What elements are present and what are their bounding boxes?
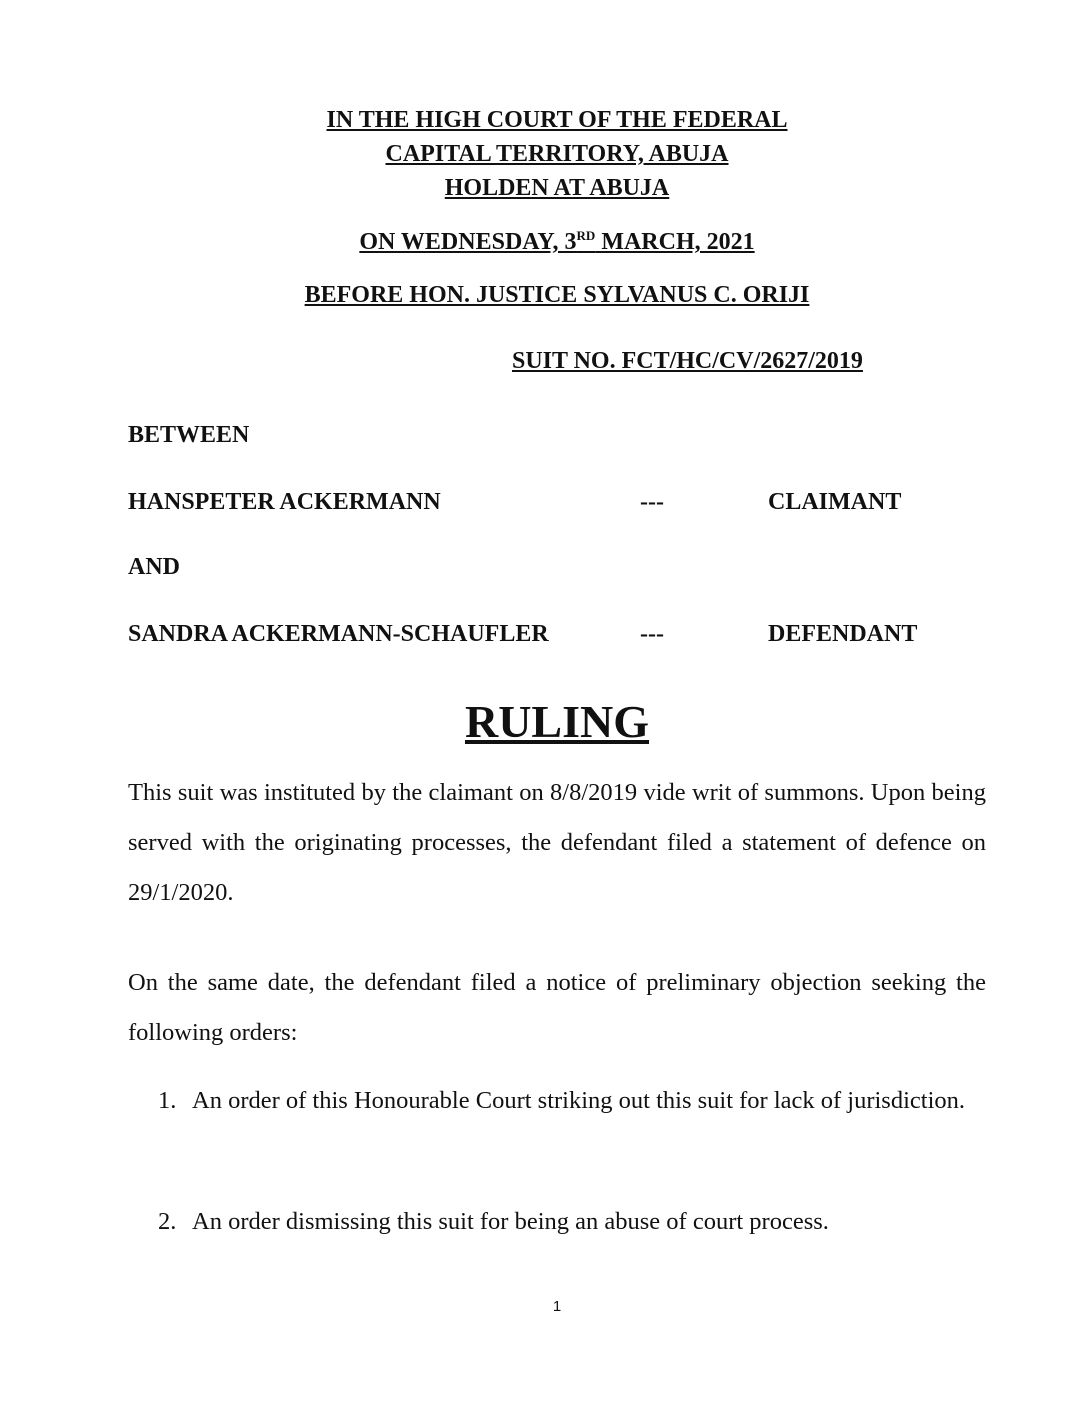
hearing-date-ordinal: RD [576, 228, 596, 243]
court-heading-line-3: HOLDEN AT ABUJA [444, 175, 670, 201]
paragraph-2: On the same date, the defendant filed a notice of preliminary objection seeking the following orders: [128, 969, 986, 1046]
defendant-separator: --- [640, 621, 664, 647]
hearing-date-suffix: MARCH, 2021 [595, 229, 755, 255]
ruling-title: RULING [464, 696, 650, 747]
order-2-text: An order dismissing this suit for being an abuse of court process. [192, 1208, 829, 1235]
hearing-date [0, 225, 1088, 259]
and-label: AND [128, 554, 180, 580]
between-label: BETWEEN [128, 422, 250, 448]
defendant-role: DEFENDANT [768, 621, 918, 647]
paragraph-1: This suit was instituted by the claimant on 8/8/2019 vide writ of summons. Upon being served with the originating processes, the defendant filed a statement of defence on 29/1/2020. [128, 779, 986, 906]
court-heading-line-2: CAPITAL TERRITORY, ABUJA [385, 141, 729, 167]
claimant-separator: --- [640, 489, 664, 515]
claimant-name: HANSPETER ACKERMANN [128, 489, 441, 515]
court-heading-line-1: IN THE HIGH COURT OF THE FEDERAL [326, 107, 788, 133]
claimant-role: CLAIMANT [768, 489, 902, 515]
page-number: 1 [552, 1298, 562, 1315]
presiding-judge: BEFORE HON. JUSTICE SYLVANUS C. ORIJI [304, 282, 810, 308]
order-2-number: 2. [158, 1208, 177, 1235]
order-1-number: 1. [158, 1087, 177, 1114]
hearing-date-prefix: ON WEDNESDAY, 3 [359, 229, 577, 255]
defendant-name: SANDRA ACKERMANN-SCHAUFLER [128, 621, 549, 647]
order-1-text: An order of this Honourable Court striking out this suit for lack of jurisdiction. [192, 1087, 966, 1114]
suit-number: SUIT NO. FCT/HC/CV/2627/2019 [512, 348, 863, 374]
